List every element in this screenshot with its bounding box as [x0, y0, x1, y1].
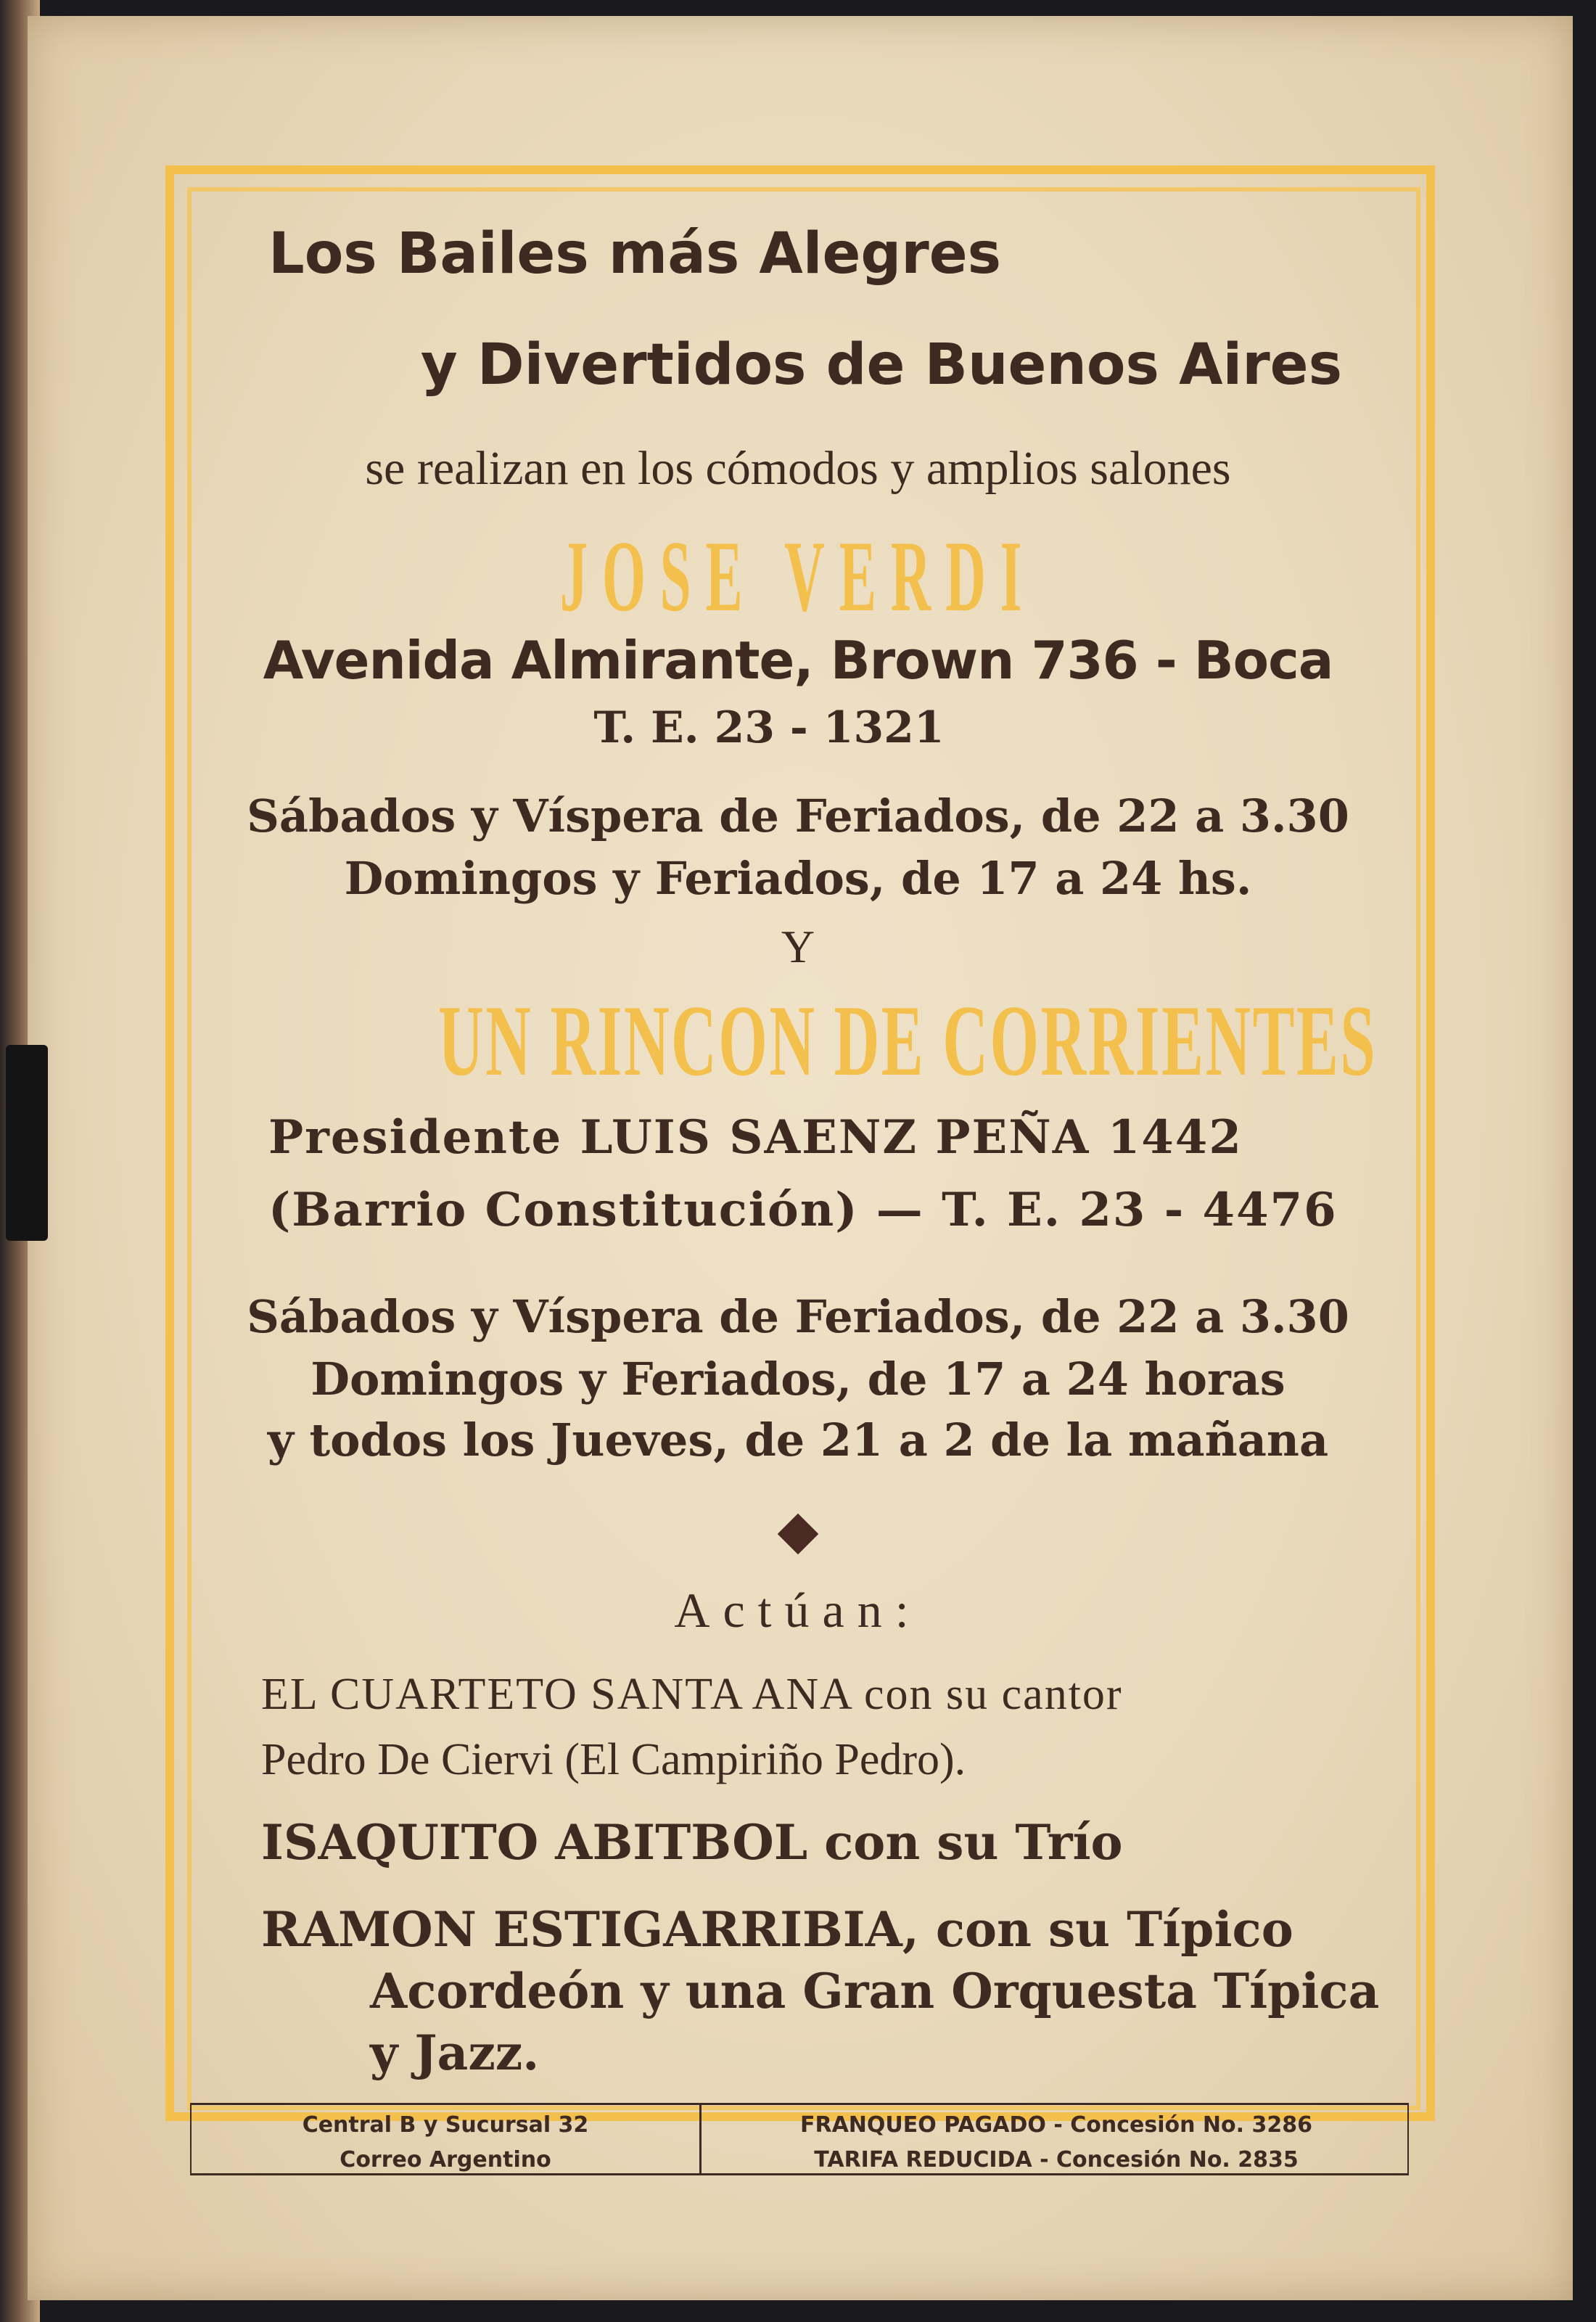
venue1-name-wrap: [218, 522, 1378, 631]
venue1-hours-2: Domingos y Feriados, de 17 a 24 hs.: [344, 852, 1252, 905]
venue2-name-wrap: [218, 987, 1378, 1096]
footer-left: [192, 2108, 699, 2178]
binding-tab: [6, 1045, 48, 1241]
footer-right: [702, 2108, 1410, 2178]
venue1-phone: T. E. 23 - 1321: [593, 702, 945, 753]
footer-left-line-2: Correo Argentino: [340, 2147, 551, 2173]
venue1-address: Avenida Almirante, Brown 736 - Boca: [263, 630, 1333, 691]
footer-right-line-1: FRANQUEO PAGADO - Concesión No. 3286: [800, 2112, 1312, 2138]
venue2-hours-1: Sábados y Víspera de Feriados, de 22 a 3.30: [247, 1290, 1349, 1343]
venue2-name: UN RINCON DE CORRIENTES: [438, 985, 1378, 1097]
venue2-hours-2: Domingos y Feriados, de 17 a 24 horas: [310, 1353, 1286, 1406]
performer-3-line-3: y Jazz.: [370, 2024, 540, 2081]
footer-left-line-1: Central B y Sucursal 32: [302, 2112, 589, 2138]
venue2-address-1: Presidente LUIS SAENZ PEÑA 1442: [268, 1110, 1243, 1165]
footer-right-line-2: TARIFA REDUCIDA - Concesión No. 2835: [814, 2147, 1299, 2173]
headline-line-2: y Divertidos de Buenos Aires: [420, 332, 1342, 398]
performer-1-line-1: EL CUARTETO SANTA ANA con su cantor: [261, 1670, 1123, 1719]
intro-text: se realizan en los cómodos y amplios salones: [365, 442, 1231, 495]
venue1-hours-1: Sábados y Víspera de Feriados, de 22 a 3.30: [247, 789, 1349, 842]
postal-footer: [190, 2103, 1409, 2175]
performer-3-line-2: Acordeón y una Gran Orquesta Típica: [370, 1963, 1380, 2019]
connector-y: Y: [781, 921, 815, 972]
performer-3-line-1: RAMON ESTIGARRIBIA, con su Típico: [261, 1901, 1293, 1958]
venue1-name: JOSE VERDI: [559, 520, 1037, 633]
venue2-address-2: (Barrio Constitución) — T. E. 23 - 4476: [268, 1183, 1338, 1237]
venue2-hours-3: y todos los Jueves, de 21 a 2 de la mañana: [267, 1414, 1329, 1466]
performer-2-line-1: ISAQUITO ABITBOL con su Trío: [261, 1814, 1123, 1871]
performer-1-line-2: Pedro De Ciervi (El Campiriño Pedro).: [261, 1735, 966, 1784]
performers-heading: Actúan:: [674, 1583, 922, 1638]
headline-line-1: Los Bailes más Alegres: [268, 221, 1002, 287]
footer-divider: [699, 2105, 702, 2173]
